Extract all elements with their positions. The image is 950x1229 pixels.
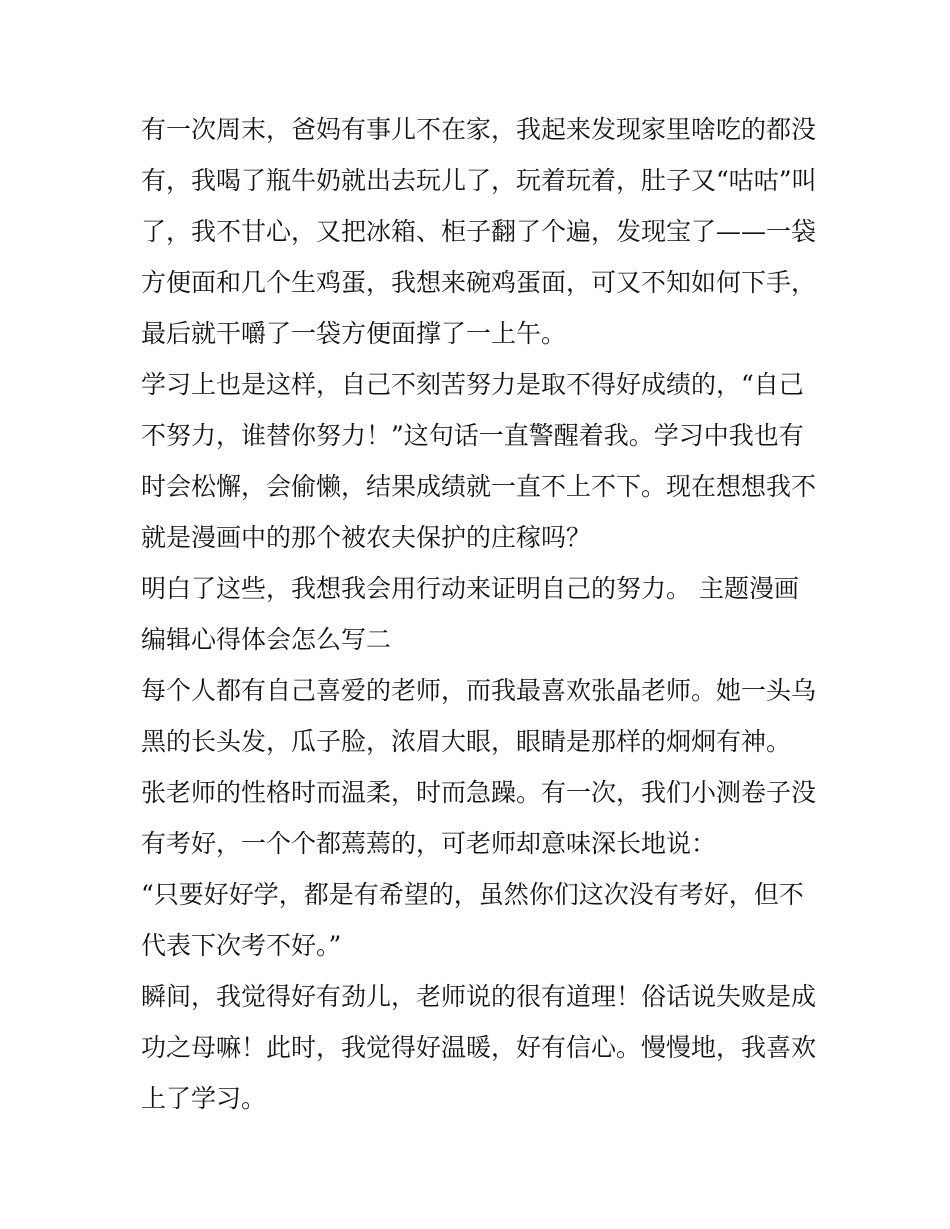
text-line: 每个人都有自己喜爱的老师，而我最喜欢张晶老师。她一头乌 [141, 676, 817, 705]
text-line: 有一次周末，爸妈有事儿不在家，我起来发现家里啥吃的都没 [141, 115, 817, 144]
text-line: 学习上也是这样，自己不刻苦努力是取不得好成绩的，“自己 [141, 370, 804, 399]
body-text [141, 104, 821, 1124]
text-line: 瞬间，我觉得好有劲儿，老师说的很有道理！俗话说失败是成 [141, 982, 817, 1011]
text-line: 明白了这些，我想我会用行动来证明自己的努力。 主题漫画 [141, 574, 799, 603]
text-line: “只要好好学，都是有希望的，虽然你们这次没有考好，但不 [141, 880, 804, 909]
text-line: 上了学习。 [141, 1084, 267, 1113]
text-line: 功之母嘛！此时，我觉得好温暖，好有信心。慢慢地，我喜欢 [141, 1033, 817, 1062]
text-line: 张老师的性格时而温柔，时而急躁。有一次，我们小测卷子没 [141, 778, 817, 807]
text-line: 编辑心得体会怎么写二 [141, 625, 392, 654]
text-line: 时会松懈，会偷懒，结果成绩就一直不上不下。现在想想我不 [141, 472, 817, 501]
text-line: 方便面和几个生鸡蛋，我想来碗鸡蛋面，可又不知如何下手， [141, 268, 817, 297]
text-line: 就是漫画中的那个被农夫保护的庄稼吗？ [141, 523, 592, 552]
text-line: 有，我喝了瓶牛奶就出去玩儿了，玩着玩着，肚子又“咕咕”叫 [141, 166, 817, 195]
text-line: 有考好，一个个都蔫蔫的，可老师却意味深长地说： [141, 829, 717, 858]
text-line: 最后就干嚼了一袋方便面撑了一上午。 [141, 319, 567, 348]
text-line: 不努力，谁替你努力！”这句话一直警醒着我。学习中我也有 [141, 421, 804, 450]
text-line: 代表下次考不好。” [141, 931, 342, 960]
text-line: 了，我不甘心，又把冰箱、柜子翻了个遍，发现宝了——一袋 [141, 217, 817, 246]
text-line: 黑的长头发，瓜子脸，浓眉大眼，眼睛是那样的炯炯有神。 [141, 727, 792, 756]
